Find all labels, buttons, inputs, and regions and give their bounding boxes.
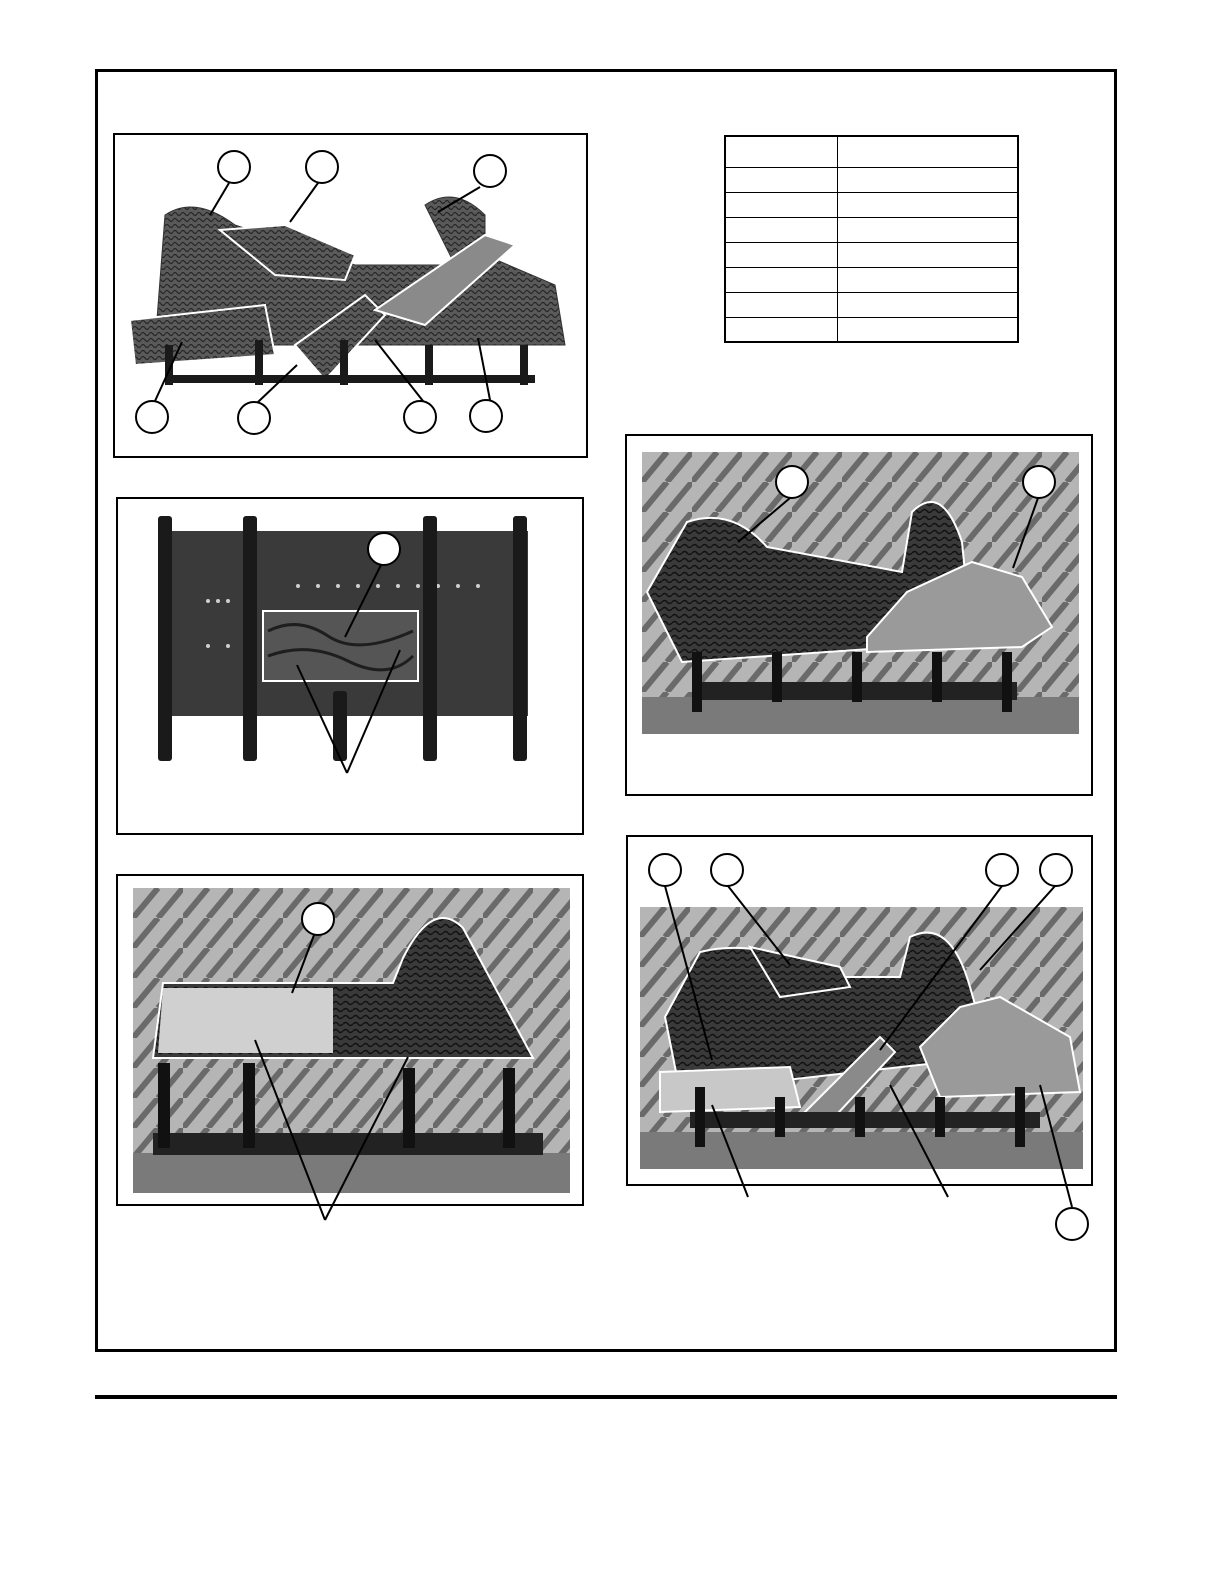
callout-circle bbox=[135, 400, 169, 434]
part-number-cell bbox=[725, 217, 837, 242]
part-number-cell bbox=[725, 167, 837, 192]
callout-circle bbox=[710, 853, 744, 887]
parts-list-table bbox=[724, 135, 1019, 343]
callout-circle bbox=[1022, 465, 1056, 499]
part-description-cell bbox=[837, 317, 1018, 342]
figure-log-set-overview bbox=[113, 133, 588, 458]
callout-circle bbox=[403, 400, 437, 434]
callout-circle bbox=[367, 532, 401, 566]
footer-rule bbox=[95, 1395, 1117, 1399]
callout-circle bbox=[217, 150, 251, 184]
figure-grate-top-view bbox=[116, 497, 584, 835]
callout-circle bbox=[1039, 853, 1073, 887]
part-description-cell bbox=[837, 167, 1018, 192]
callout-circle bbox=[648, 853, 682, 887]
part-number-cell bbox=[725, 136, 837, 167]
table-row bbox=[725, 242, 1018, 267]
table-row bbox=[725, 167, 1018, 192]
callout-circle bbox=[305, 150, 339, 184]
part-number-cell bbox=[725, 267, 837, 292]
part-description-cell bbox=[837, 217, 1018, 242]
figure-rear-log-installed bbox=[116, 874, 584, 1206]
all-logs-photo bbox=[640, 907, 1083, 1169]
rear-log-photo bbox=[133, 888, 570, 1193]
table-row bbox=[725, 217, 1018, 242]
table-row bbox=[725, 317, 1018, 342]
table-row bbox=[725, 267, 1018, 292]
part-number-cell bbox=[725, 192, 837, 217]
part-number-cell bbox=[725, 317, 837, 342]
callout-circle bbox=[1055, 1207, 1089, 1241]
callout-circle bbox=[301, 902, 335, 936]
part-description-cell bbox=[837, 292, 1018, 317]
callout-circle bbox=[237, 401, 271, 435]
callout-circle bbox=[473, 154, 507, 188]
callout-circle bbox=[985, 853, 1019, 887]
table-row bbox=[725, 136, 1018, 167]
log-set-photo bbox=[125, 145, 576, 445]
table-row bbox=[725, 292, 1018, 317]
grate-photo bbox=[148, 511, 558, 771]
callout-circle bbox=[469, 399, 503, 433]
part-description-cell bbox=[837, 267, 1018, 292]
part-number-cell bbox=[725, 242, 837, 267]
part-description-cell bbox=[837, 136, 1018, 167]
part-description-cell bbox=[837, 242, 1018, 267]
part-number-cell bbox=[725, 292, 837, 317]
table-row bbox=[725, 192, 1018, 217]
middle-logs-photo bbox=[642, 452, 1079, 734]
callout-circle bbox=[775, 465, 809, 499]
part-description-cell bbox=[837, 192, 1018, 217]
figure-all-logs-installed bbox=[626, 835, 1093, 1186]
